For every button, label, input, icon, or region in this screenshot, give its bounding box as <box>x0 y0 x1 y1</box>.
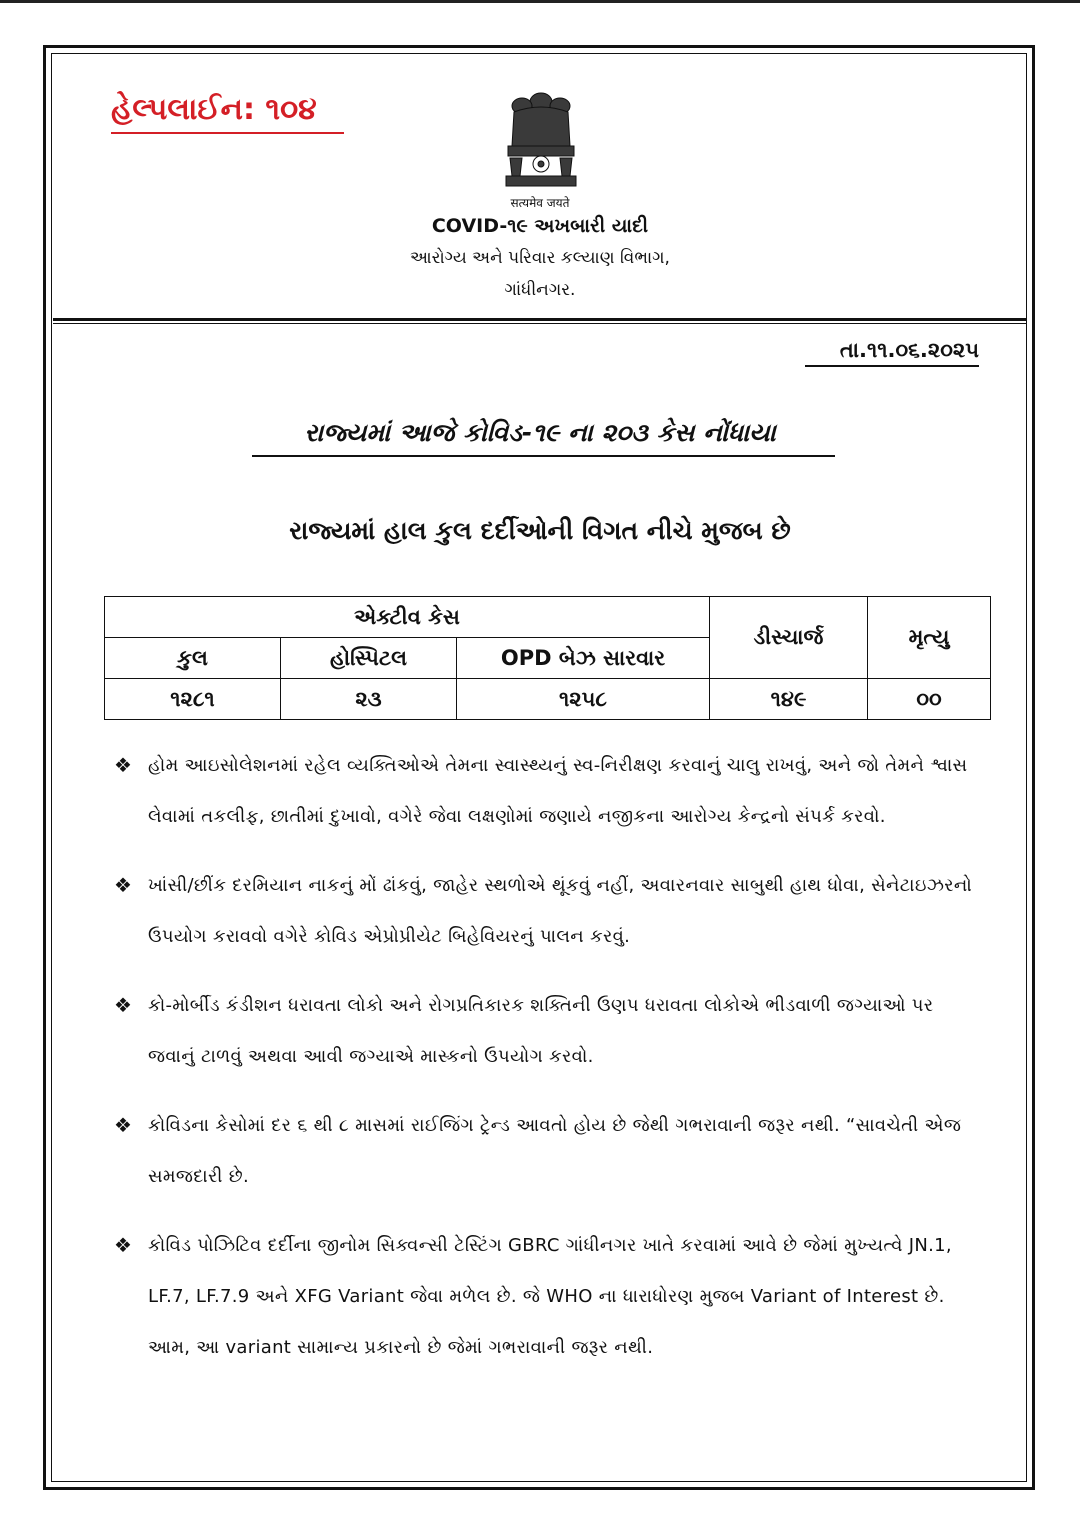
discharge-header: ડીસ્ચાર્જ <box>710 597 868 679</box>
top-rule <box>0 0 1080 3</box>
note-text: કોવિડ પોઝિટિવ દર્દીના જીનોમ સિક્વન્સી ટેસ્ટિંગ GBRC ગાંધીનગર ખાતે કરવામાં આવે છે જેમાં મુખ્યત્વે JN.1, LF.7, LF.7.9 અને XFG Variant જેવા મળેલ છે. જે WHO ના ધારાધોરણ મુજબ Variant of Interest છે. આમ, આ variant સામાન્ય પ્રકારનો છે જેમાં ગભરાવાની જરૂર નથી. <box>148 1235 952 1358</box>
diamond-bullet-icon: ❖ <box>114 873 133 897</box>
discharge-value: ૧૪૯ <box>710 679 868 720</box>
death-header: મૃત્યુ <box>868 597 991 679</box>
helpline-number: હેલ્પલાઈન: ૧૦૪ <box>111 92 317 127</box>
note-text: કોવિડના કેસોમાં દર ૬ થી ૮ માસમાં રાઈજિંગ ટ્રેન્ડ આવતો હોય છે જેથી ગભરાવાની જરૂર નથી. “સાવચેતી એજ સમજદારી છે. <box>148 1115 962 1187</box>
list-item <box>114 980 984 1082</box>
total-value: ૧૨૮૧ <box>105 679 281 720</box>
national-emblem-icon <box>494 88 588 198</box>
helpline-underline <box>111 132 344 134</box>
active-cases-header: એક્ટીવ કેસ <box>105 597 710 638</box>
list-item <box>114 860 984 962</box>
total-header: કુલ <box>105 638 281 679</box>
hospital-value: ૨૩ <box>281 679 457 720</box>
department-name: આરોગ્ય અને પરિવાર કલ્યાણ વિભાગ, <box>410 248 670 268</box>
press-release-title: COVID-૧૯ અખબારી યાદી <box>431 215 649 237</box>
opd-value: ૧૨૫૮ <box>457 679 710 720</box>
list-item <box>114 740 984 842</box>
emblem-motto: सत्यमेव जयते <box>510 196 570 210</box>
list-item <box>114 1100 984 1202</box>
diamond-bullet-icon: ❖ <box>114 1113 133 1137</box>
note-text: ખાંસી/છીંક દરમિયાન નાકનું મોં ઢાંકવું, જાહેર સ્થળોએ થૂંકવું નહીં, અવારનવાર સાબુથી હાથ ધોવા, સેનેટાઇઝરનો ઉપયોગ કરાવવો વગેરે કોવિડ એપ્રોપ્રીયેટ બિહેવિયરનું પાલન કરવું. <box>148 875 973 947</box>
header-divider <box>53 318 1027 321</box>
city-name: ગાંધીનગર. <box>504 280 576 300</box>
death-value: ૦૦ <box>868 679 991 720</box>
diamond-bullet-icon: ❖ <box>114 1233 133 1257</box>
header-divider-thin <box>53 323 1027 324</box>
advisory-list <box>114 740 984 1391</box>
date-underline <box>805 365 979 367</box>
diamond-bullet-icon: ❖ <box>114 993 133 1017</box>
release-date: તા.૧૧.૦૬.૨૦૨૫ <box>839 338 979 362</box>
subheading: રાજ્યમાં હાલ કુલ દર્દીઓની વિગત નીચે મુજબ છે <box>289 516 791 545</box>
list-item <box>114 1220 984 1373</box>
headline: રાજ્યમાં આજે કોવિડ-૧૯ ના ૨૦૩ કેસ નોંધાયા <box>304 418 776 447</box>
opd-header: OPD બેઝ સારવાર <box>457 638 710 679</box>
note-text: કો-મોર્બીડ કંડીશન ધરાવતા લોકો અને રોગપ્રતિકારક શક્તિની ઉણપ ધરાવતા લોકોએ ભીડવાળી જગ્યાઓ પર જવાનું ટાળવું અથવા આવી જગ્યાએ માસ્કનો ઉપયોગ કરવો. <box>148 995 934 1067</box>
cases-table <box>104 596 991 720</box>
table-row <box>105 679 991 720</box>
hospital-header: હોસ્પિટલ <box>281 638 457 679</box>
headline-underline <box>252 455 835 457</box>
diamond-bullet-icon: ❖ <box>114 753 133 777</box>
note-text: હોમ આઇસોલેશનમાં રહેલ વ્યક્તિઓએ તેમના સ્વાસ્થ્યનું સ્વ-નિરીક્ષણ કરવાનું ચાલુ રાખવું, અને જો તેમને શ્વાસ લેવામાં તકલીફ, છાતીમાં દુખાવો, વગેરે જેવા લક્ષણોમાં જણાયે નજીકના આરોગ્ય કેન્દ્રનો સંપર્ક કરવો. <box>148 755 968 827</box>
